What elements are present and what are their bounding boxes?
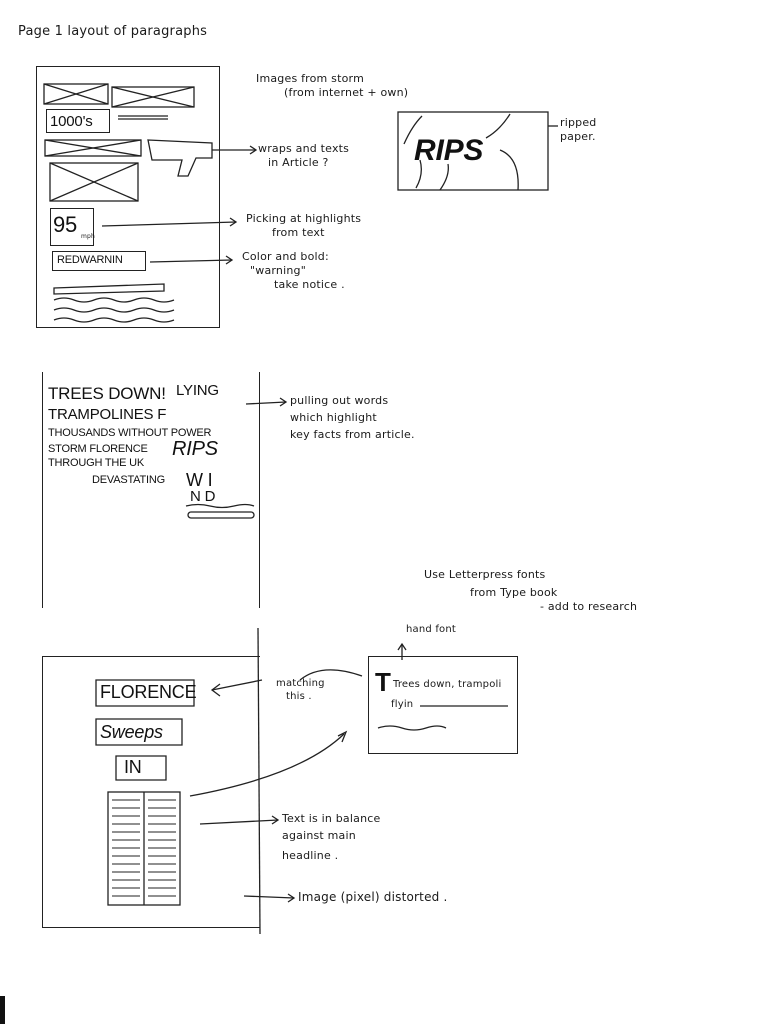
card-text: flyin <box>391 699 414 710</box>
headline-sweeps: Sweeps <box>100 722 163 742</box>
small-number-unit: mph <box>81 233 96 240</box>
note-picking: Picking at highlights from text <box>246 212 362 239</box>
big-number: 1000's <box>50 113 93 130</box>
headline-line: THROUGH THE UK <box>48 457 145 469</box>
wi-word: W I <box>186 470 213 490</box>
lying-word: LYING <box>176 382 219 399</box>
note-image-distorted: Image (pixel) distorted . <box>298 890 448 904</box>
headline-line: TRAMPOLINES F <box>48 406 167 423</box>
headline-line: STORM FLORENCE <box>48 443 148 455</box>
headline-florence: FLORENCE <box>100 682 197 702</box>
headline-devastating: DEVASTATING <box>92 474 165 486</box>
note-color: Color and bold: "warning" take notice . <box>242 250 345 291</box>
note-pulling: pulling out words which highlight key facts from article. <box>290 394 415 441</box>
note-text-balance: Text is in balance against main headline . <box>282 812 381 862</box>
headline-line: TREES DOWN! <box>48 384 166 403</box>
rips-word: RIPS <box>172 438 218 460</box>
warning-label: REDWARNIN <box>57 254 123 266</box>
note-matching: matching this . <box>276 678 325 702</box>
note-wraps: wraps and texts in Article ? <box>258 142 350 169</box>
font-sample-card <box>368 656 518 754</box>
card-drop-cap: T <box>375 667 391 697</box>
nd-word: N D <box>190 488 216 505</box>
note-font: Use Letterpress fonts from Type book - add to research <box>424 568 638 613</box>
small-number-box <box>50 208 94 246</box>
big-number-box <box>46 109 110 133</box>
note-hand-font: hand font <box>406 624 457 635</box>
rips-note: ripped paper. <box>560 116 597 143</box>
card-text: Trees down, trampoli <box>393 679 502 690</box>
page-title: Page 1 layout of paragraphs <box>18 24 208 39</box>
headline-in: IN <box>124 757 142 777</box>
warning-box <box>52 251 146 271</box>
rips-label: RIPS <box>414 134 484 167</box>
headline-line: THOUSANDS WITHOUT POWER <box>48 427 212 439</box>
note-images: Images from storm (from internet + own) <box>256 72 409 99</box>
small-number: 95 <box>53 212 78 237</box>
